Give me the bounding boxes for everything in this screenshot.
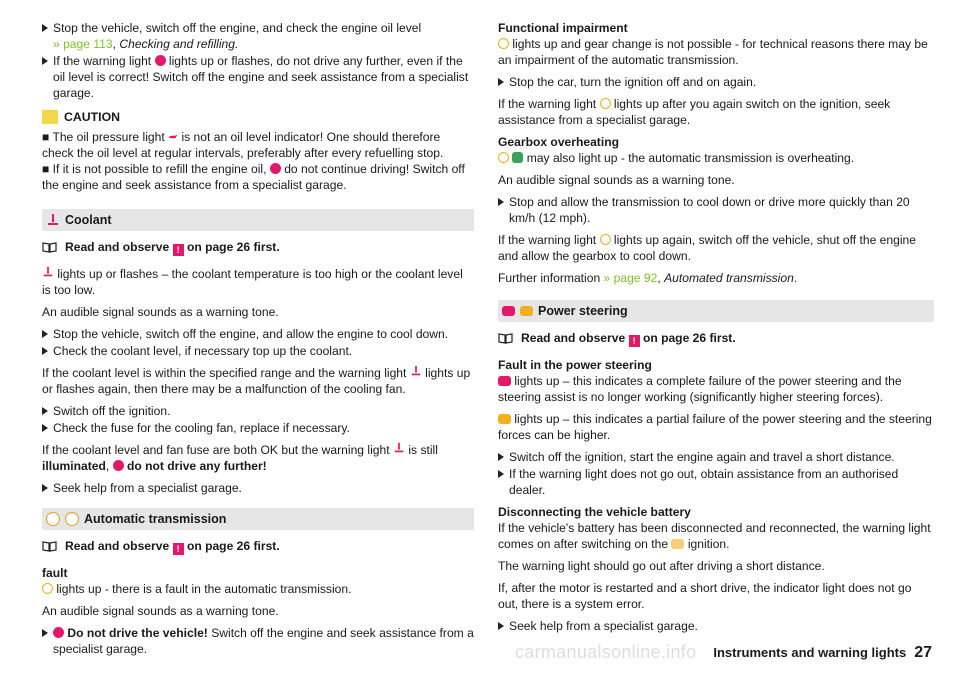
coolant-bullet-4: Check the fuse for the cooling fan, replace if necessary. bbox=[42, 420, 474, 436]
auto-read-observe: Read and observe ! on page 26 first. bbox=[42, 538, 474, 555]
right-column bbox=[498, 20, 934, 635]
coolant-temperature-icon bbox=[46, 213, 60, 227]
oil-page-link[interactable]: » page 113 bbox=[53, 37, 113, 51]
transmission-icon bbox=[46, 512, 60, 526]
gear-p1: may also light up - the automatic transmission is overheating. bbox=[498, 150, 934, 166]
gear-bullet-1: Stop and allow the transmission to cool down or drive more quickly than 20 km/h (12 mph). bbox=[498, 194, 934, 226]
power-read-observe: Read and observe ! on page 26 first. bbox=[498, 330, 934, 347]
caution-item-2: ■ If it is not possible to refill the engine oil, do not continue driving! Switch off the engine and seek assistance from a specialist garage. bbox=[42, 162, 465, 192]
coolant-section-header: Coolant bbox=[42, 209, 474, 231]
footer-section-title: Instruments and warning lights bbox=[713, 645, 907, 660]
fault-p2: An audible signal sounds as a warning tone. bbox=[42, 604, 279, 618]
coolant-p2: An audible signal sounds as a warning tone. bbox=[42, 305, 279, 319]
book-icon bbox=[42, 242, 57, 253]
watermark: carmanualsonline.info bbox=[515, 642, 697, 662]
ps-bullet-2: If the warning light does not go out, obtain assistance from an authorised dealer. bbox=[498, 466, 934, 498]
batt-p1: If the vehicle's battery has been disconnected and reconnected, the warning light comes on after switching on the ignition. bbox=[498, 521, 931, 551]
stop-warning-icon bbox=[53, 627, 64, 638]
fault-p1: lights up - there is a fault in the automatic transmission. bbox=[42, 581, 474, 597]
func-p1: lights up and gear change is not possible - for technical reasons there may be an impairment of the automatic transmission. bbox=[498, 37, 928, 67]
transmission-icon bbox=[498, 38, 509, 49]
left-column bbox=[42, 20, 474, 658]
ps-bullet-1: Switch off the ignition, start the engine again and travel a short distance. bbox=[498, 449, 934, 465]
caution-item-1: ■ The oil pressure light is not an oil level indicator! One should therefore check the oil level at regular intervals, preferably after every refuelling stop. bbox=[42, 130, 444, 160]
coolant-bullet-1: Stop the vehicle, switch off the engine, and allow the engine to cool down. bbox=[42, 326, 474, 342]
batt-bullet-1: Seek help from a specialist garage. bbox=[498, 618, 934, 634]
oil-check-bullet: Stop the vehicle, switch off the engine, and check the engine oil level » page 113, Checking and refilling. bbox=[42, 20, 474, 52]
further-info: Further information » page 92, Automated transmission. bbox=[498, 271, 798, 285]
power-steering-section-header: Power steering bbox=[498, 300, 934, 322]
warning-icon: ! bbox=[173, 543, 184, 555]
transmission-icon bbox=[600, 234, 611, 245]
power-steering-yellow-icon bbox=[520, 306, 533, 316]
coolant-bullet-3: Switch off the ignition. bbox=[42, 403, 474, 419]
power-steering-red-icon bbox=[502, 306, 515, 316]
stop-warning-icon bbox=[155, 55, 166, 66]
func-bullet-1: Stop the car, turn the ignition off and on again. bbox=[498, 74, 934, 90]
coolant-bullet-2: Check the coolant level, if necessary top up the coolant. bbox=[42, 343, 474, 359]
power-steering-yellow-icon bbox=[498, 414, 511, 424]
coolant-p3: If the coolant level is within the specified range and the warning light lights up or flashes again, then there may be a malfunction of the cooling fan. bbox=[42, 366, 471, 396]
power-steering-red-icon bbox=[498, 376, 511, 386]
ps-p1: lights up – this indicates a complete failure of the power steering and the steering assist is no longer working (significantly higher steering forces). bbox=[498, 374, 902, 404]
func-p2: If the warning light lights up after you again switch on the ignition, seek assistance from a specialist garage. bbox=[498, 97, 891, 127]
caution-heading: CAUTION bbox=[42, 109, 474, 125]
oil-can-icon bbox=[168, 131, 178, 143]
ps-p2: lights up – this indicates a partial failure of the power steering and the steering forces can be higher. bbox=[498, 412, 932, 442]
gearbox-overheating-title: Gearbox overheating bbox=[498, 135, 619, 149]
batt-p2: The warning light should go out after driving a short distance. bbox=[498, 559, 825, 573]
gearbox-temperature-icon bbox=[512, 152, 523, 163]
transmission-icon bbox=[498, 152, 509, 163]
book-icon bbox=[498, 333, 513, 344]
page-number: 27 bbox=[914, 644, 932, 661]
coolant-temperature-icon bbox=[393, 442, 405, 454]
battery-title: Disconnecting the vehicle battery bbox=[498, 505, 691, 519]
transmission-page-link[interactable]: » page 92 bbox=[603, 271, 658, 285]
transmission-icon bbox=[42, 583, 53, 594]
book-icon bbox=[42, 541, 57, 552]
caution-icon bbox=[42, 110, 58, 124]
coolant-temperature-icon bbox=[410, 365, 422, 377]
gear-p2: An audible signal sounds as a warning tone. bbox=[498, 173, 735, 187]
power-steering-yellow-icon bbox=[671, 539, 684, 549]
coolant-read-observe: Read and observe ! on page 26 first. bbox=[42, 239, 474, 256]
functional-impairment-title: Functional impairment bbox=[498, 21, 628, 35]
coolant-temperature-icon bbox=[42, 266, 54, 278]
fault-title: fault bbox=[42, 566, 68, 580]
gear-p3: If the warning light lights up again, switch off the vehicle, shut off the engine and allow the gearbox to cool down. bbox=[498, 233, 917, 263]
coolant-bullet-5: Seek help from a specialist garage. bbox=[42, 480, 474, 496]
warning-icon: ! bbox=[629, 335, 640, 347]
oil-warning-bullet: If the warning light lights up or flashes, do not drive any further, even if the oil level is correct! Switch off the engine and seek assistance from a specialist garage. bbox=[42, 53, 474, 101]
automatic-transmission-section-header: Automatic transmission bbox=[42, 508, 474, 530]
stop-warning-icon bbox=[270, 163, 281, 174]
warning-icon: ! bbox=[173, 244, 184, 256]
stop-warning-icon bbox=[113, 460, 124, 471]
batt-p3: If, after the motor is restarted and a short drive, the indicator light does not go out, there is a system error. bbox=[498, 581, 912, 611]
page-footer bbox=[713, 644, 932, 662]
coolant-p1: lights up or flashes – the coolant temperature is too high or the coolant level is too low. bbox=[42, 267, 463, 297]
power-steering-fault-title: Fault in the power steering bbox=[498, 358, 652, 372]
coolant-p4: If the coolant level and fan fuse are both OK but the warning light is still illuminated, do not drive any further! bbox=[42, 443, 438, 473]
transmission-icon bbox=[65, 512, 79, 526]
transmission-icon bbox=[600, 98, 611, 109]
fault-bullet-1: Do not drive the vehicle! Switch off the engine and seek assistance from a specialist garage. bbox=[42, 625, 474, 657]
